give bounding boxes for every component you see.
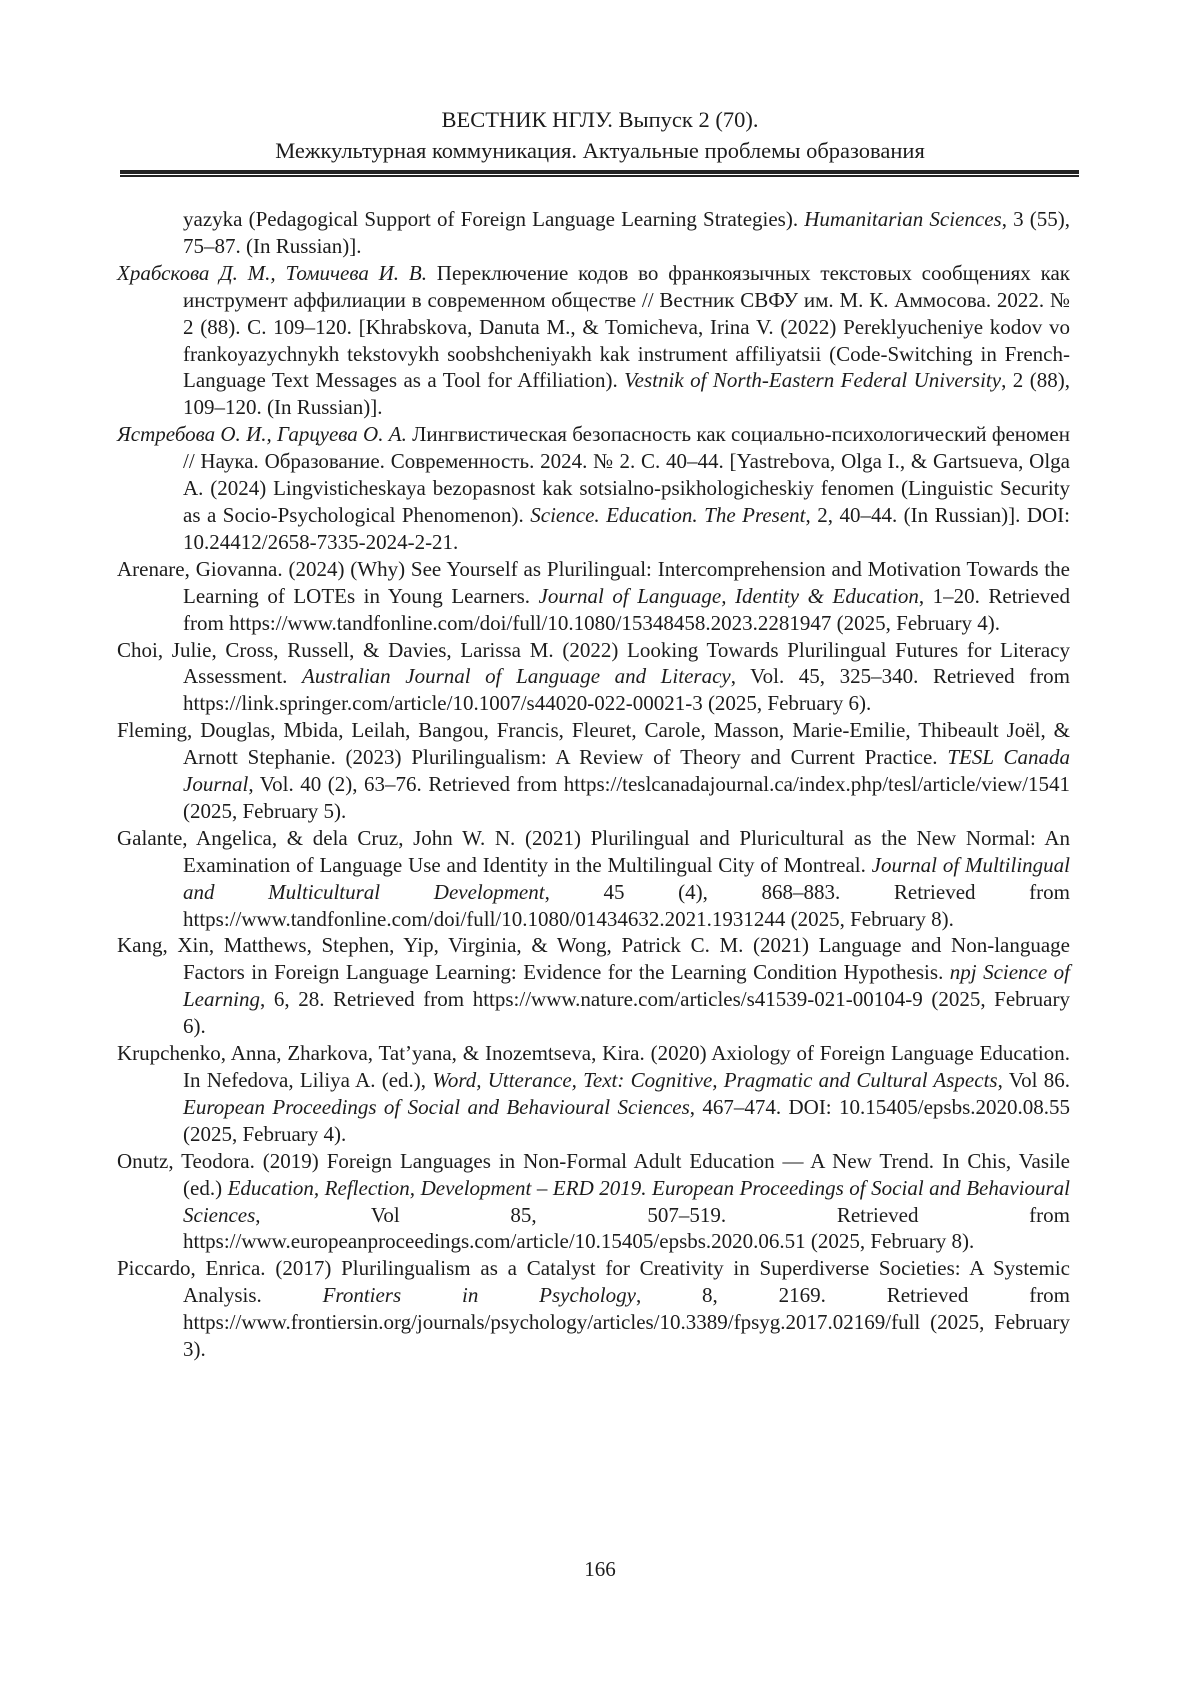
reference-entry [117,556,1070,637]
reference-segment: Piccardo, Enrica. (2017) Plurilingualism as a Catalyst for Creativity in Superdiverse Societies: A Systemic Analysis. [117,1256,1070,1308]
reference-entry [117,260,1070,421]
reference-segment: Fleming, Douglas, Mbida, Leilah, Bangou, Francis, Fleuret, Carole, Masson, Marie-Emilie, Thibeault Joël, & Arnott Stephanie. (2023) Plurilingualism: A Review of Theory and Current Practice. [117,718,1070,770]
reference-entry [117,1040,1070,1148]
reference-segment-italic: TESL Canada Journal [183,745,1070,797]
reference-segment: , 45 (4), 868–883. Retrieved from https://www.tandfonline.com/doi/full/10.1080/01434632.2021.1931244 (2025, February 8). [183,879,1070,931]
reference-segment: Kang, Xin, Matthews, Stephen, Yip, Virginia, & Wong, Patrick C. M. (2021) Language and Non-language Factors in Foreign Language Learning: Evidence for the Learning Condition Hypothesis. [117,933,1070,985]
reference-segment-italic: Frontiers in Psychology [322,1283,636,1308]
reference-segment: , Vol. 40 (2), 63–76. Retrieved from https://teslcanadajournal.ca/index.php/tesl/article/view/1541 (2025, February 5). [183,772,1070,823]
reference-segment: , 467–474. DOI: 10.15405/epsbs.2020.08.55 (2025, February 4). [183,1094,1070,1146]
reference-entry [117,421,1070,556]
reference-segment: , 3 (55), 75–87. (In Russian)]. [183,207,1070,258]
journal-title-line: ВЕСТНИК НГЛУ. Выпуск 2 (70). [441,107,759,132]
reference-segment: Choi, Julie, Cross, Russell, & Davies, Larissa M. (2022) Looking Towards Plurilingual Futures for Literacy Assessment. [117,637,1070,689]
reference-segment-italic: Journal of Language, Identity & Education [538,583,919,608]
reference-segment: Krupchenko, Anna, Zharkova, Tat’yana, & Inozemtseva, Kira. (2020) Axiology of Foreign Language Education. In Nefedova, Liliya A. (ed.), [117,1041,1070,1092]
reference-segment-italic: Education, Reflection, Development – ERD 2019. European Proceedings of Social and Behavioural Sciences [183,1175,1071,1227]
reference-entry [117,637,1070,718]
reference-segment-italic: European Proceedings of Social and Behavioural Sciences [183,1094,690,1119]
journal-subtitle-line: Межкультурная коммуникация. Актуальные проблемы образования [275,138,925,163]
reference-segment-italic: Vestnik of North-Eastern Federal University [624,368,1002,393]
reference-segment: Переключение кодов во франкоязычных текстовых сообщениях как инструмент аффилиации в современном обществе // Вестник СВФУ им. М. К. Аммосова. 2022. № 2 (88). С. 109–120. [Khrabskova, Danuta M., & Tomicheva, Irina V. (2022) Pereklyucheniye kodov vo frankoyazychnykh tekstovykh soobshcheniyakh kak instrument affiliyatsii (Code-Switching in French-Language Text Messages as a Tool for Affiliation). [183,260,1070,393]
reference-segment: , 2, 40–44. (In Russian)]. DOI: 10.24412/2658-7335-2024-2-21. [183,502,1071,554]
reference-segment: , Vol 86. [997,1068,1070,1092]
reference-segment-italic: Word, Utterance, Text: Cognitive, Pragmatic and Cultural Aspects [432,1068,998,1092]
reference-segment: yazyka (Pedagogical Support of Foreign Language Learning Strategies). [183,207,805,231]
page-header [0,0,1200,166]
reference-segment: , Vol. 45, 325–340. Retrieved from https://link.springer.com/article/10.1007/s44020-022-00021-3 (2025, February 6). [183,664,1070,716]
reference-segment-italic: Journal of Multilingual and Multicultural Development [183,852,1070,904]
reference-entry [117,1255,1070,1363]
reference-segment: , 1–20. Retrieved from https://www.tandfonline.com/doi/full/10.1080/15348458.2023.2281947 (2025, February 4). [183,583,1070,635]
header-rule [120,170,1079,177]
reference-entry [117,1148,1070,1256]
reference-segment: , 2 (88), 109–120. (In Russian)]. [183,368,1070,420]
reference-segment: Arenare, Giovanna. (2024) (Why) See Yourself as Plurilingual: Intercomprehension and Motivation Towards the Learning of LOTEs in Young Learners. [117,556,1070,608]
reference-segment: , Vol 85, 507–519. Retrieved from https://www.europeanproceedings.com/article/10.15405/epsbs.2020.06.51 (2025, February 8). [183,1202,1070,1254]
reference-entry [117,717,1070,825]
references-list [117,206,1070,1363]
reference-segment: , 8, 2169. Retrieved from https://www.frontiersin.org/journals/psychology/articles/10.3389/fpsyg.2017.02169/full (2025, February 3). [183,1283,1071,1362]
reference-segment: , 6, 28. Retrieved from https://www.nature.com/articles/s41539-021-00104-9 (2025, February 6). [183,987,1070,1039]
reference-segment-italic: Humanitarian Sciences [804,207,1002,231]
reference-segment-italic: npj Science of Learning [183,960,1070,1012]
reference-entry [117,825,1070,933]
reference-segment: Galante, Angelica, & dela Cruz, John W. N. (2021) Plurilingual and Pluricultural as the New Normal: An Examination of Language Use and Identity in the Multilingual City of Montreal. [117,825,1070,877]
reference-segment: Onutz, Teodora. (2019) Foreign Languages in Non-Formal Adult Education — A New Trend. In Chis, Vasile (ed.) [117,1148,1070,1200]
reference-segment-italic: Science. Education. The Present [530,502,806,527]
reference-segment-italic: Australian Journal of Language and Literacy [302,664,731,689]
page-number: 166 [584,1557,616,1581]
reference-entry [117,932,1070,1040]
reference-entry [117,206,1070,260]
reference-segment: Лингвистическая безопасность как социально-психологический феномен // Наука. Образование. Современность. 2024. № 2. С. 40–44. [Yastrebova, Olga I., & Gartsueva, Olga A. (2024) Lingvisticheskaya bezopasnost kak sotsialno-psikhologicheskiy fenomen (Linguistic Security as a Socio-Psychological Phenomenon). [183,422,1070,527]
reference-segment-italic: Ястребова О. И., Гарцуева О. А. [117,422,413,447]
reference-segment-italic: Храбскова Д. М., Томичева И. В. [117,260,437,285]
